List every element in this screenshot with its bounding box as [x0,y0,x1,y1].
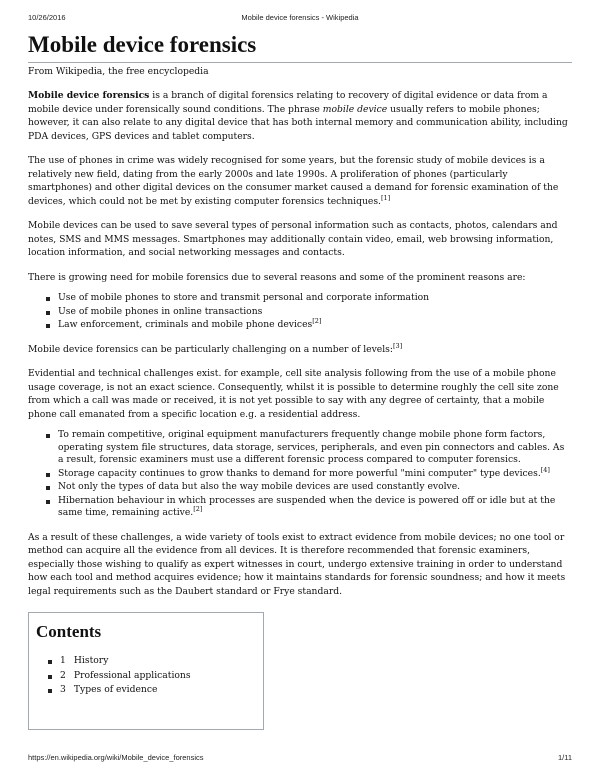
intro-paragraph: Mobile device forensics is a branch of digital forensics relating to recovery of digital evidence or data from a mobile device under forensically sound conditions. The phrase mobile device usually refers to mobile phones; however, it can also relate to any digital device that has both internal memory and communication ability, including PDA devices, GPS devices and tablet computers. [28,90,568,142]
paragraph-evidential: Evidential and technical challenges exist. for example, cell site analysis following from the use of a mobile phone usage coverage, is not an exact science. Consequently, whilst it is possible to determine roughly the cell site zone from which a call was made or received, it is not yet possible to say with any degree of certainty, that a mobile phone call emanated from a specific location e.g. a residential address. [28,368,559,420]
list-item: Use of mobile phones to store and transmit personal and corporate information [58,292,572,305]
page-title: Mobile device forensics [28,30,572,63]
list-item: To remain competitive, original equipment manufacturers frequently change mobile phone form factors, operating system file structures, data storage, services, peripherals, and even pin connectors and cables. As a result, forensic examiners must use a different forensic process compared to computer forensics. [58,429,572,467]
list-item: Not only the types of data but also the way mobile devices are used constantly evolve. [58,481,572,494]
list-item: Storage capacity continues to grow thanks to demand for more powerful "mini computer" type devices.[4] [58,468,572,481]
citation-link[interactable]: [4] [540,465,550,474]
challenges-list [28,429,572,520]
toc-title: Contents [36,622,102,641]
print-date: 10/26/2016 [28,13,66,22]
toc-item [60,655,263,668]
list-item: Use of mobile phones in online transactions [58,306,572,319]
toc-item [60,670,263,683]
paragraph-challenges: Mobile device forensics can be particularly challenging on a number of levels:[3] [28,341,403,355]
citation-link[interactable]: [1] [380,193,391,202]
paragraph-tools: As a result of these challenges, a wide variety of tools exist to extract evidence from mobile devices; no one tool or method can acquire all the evidence from all devices. It is therefore recommended that forensic examiners, especially those wishing to qualify as expert witnesses in court, undergo extensive training in order to understand how each tool and method acquires evidence; how it maintains standards for forensic soundness; and how it meets legal requirements such as the Daubert standard or Frye standard. [28,531,566,597]
paragraph-history: The use of phones in crime was widely recognised for some years, but the forensic study of mobile devices is a relatively new field, dating from the early 2000s and late 1990s. A proliferation of phones (particularly smartphones) and other digital devices on the consumer market caused a demand for forensic examination of the devices, which could not be met by existing computer forensics techniques.[1] [28,155,559,207]
intro-italic-term: mobile device [322,103,388,115]
print-page-number: 1/11 [557,753,572,762]
citation-link[interactable]: [2] [193,505,203,513]
list-item: Hibernation behaviour in which processes are suspended when the device is powered off or idle but at the same time, remaining active.[2] [58,495,572,520]
toc-link-types-of-evidence[interactable]: 3 Types of evidence [60,684,158,695]
print-page-title: Mobile device forensics - Wikipedia [241,13,359,22]
toc-link-professional-applications[interactable]: 2 Professional applications [60,669,191,681]
citation-link[interactable]: [2] [312,317,322,325]
list-item: Law enforcement, criminals and mobile phone devices[2] [58,319,572,332]
article-content [28,30,572,730]
toc-item [60,684,263,697]
table-of-contents [28,612,264,730]
toc-link-history[interactable]: 1 History [60,655,109,666]
paragraph-need: There is growing need for mobile forensics due to several reasons and some of the prominent reasons are: [28,271,526,283]
paragraph-data-types: Mobile devices can be used to save several types of personal information such as contacts, photos, calendars and notes, SMS and MMS messages. Smartphones may additionally contain video, email, web browsing information, location information, and social networking messages and contacts. [28,220,558,258]
intro-term: Mobile device forensics [28,90,150,101]
article-subtitle: From Wikipedia, the free encyclopedia [28,66,209,77]
toc-list [36,655,263,697]
citation-link[interactable]: [3] [392,341,403,350]
reasons-list [28,292,572,332]
print-url: https://en.wikipedia.org/wiki/Mobile_device_forensics [28,753,204,762]
